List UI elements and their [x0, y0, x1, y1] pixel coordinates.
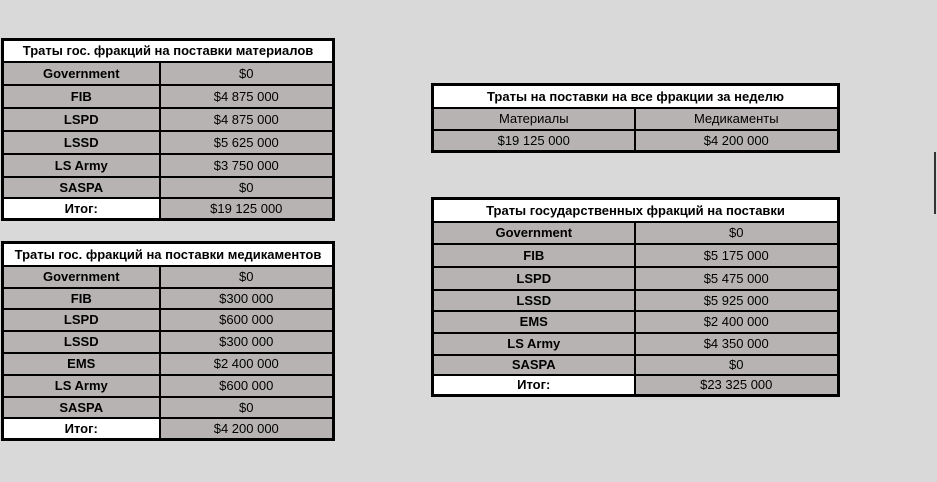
table-title[interactable]: Траты государственных фракций на поставки	[433, 199, 839, 222]
faction-name[interactable]: LSPD	[433, 267, 635, 290]
total-value[interactable]: $19 125 000	[160, 198, 334, 220]
faction-name[interactable]: EMS	[3, 353, 160, 375]
faction-name[interactable]: LSSD	[3, 131, 160, 154]
spend-value[interactable]: $4 875 000	[160, 85, 334, 108]
faction-name[interactable]: LSPD	[3, 108, 160, 131]
spend-value[interactable]: $0	[160, 397, 334, 418]
faction-name[interactable]: FIB	[433, 244, 635, 267]
table-title[interactable]: Траты гос. фракций на поставки материалов	[3, 40, 334, 62]
faction-name[interactable]: LSSD	[3, 331, 160, 353]
spend-value[interactable]: $4 875 000	[160, 108, 334, 131]
spend-value[interactable]: $2 400 000	[635, 311, 839, 333]
spend-value[interactable]: $5 175 000	[635, 244, 839, 267]
spend-value[interactable]: $3 750 000	[160, 154, 334, 177]
faction-name[interactable]: LS Army	[3, 375, 160, 397]
spend-value[interactable]: $0	[160, 62, 334, 85]
total-label[interactable]: Итог:	[433, 375, 635, 396]
medicine-total[interactable]: $4 200 000	[635, 130, 839, 152]
medicine-table	[1, 241, 335, 441]
faction-name[interactable]: FIB	[3, 85, 160, 108]
spend-value[interactable]: $0	[160, 266, 334, 288]
spend-value[interactable]: $4 350 000	[635, 333, 839, 355]
faction-name[interactable]: FIB	[3, 288, 160, 309]
column-header-medicine[interactable]: Медикаменты	[635, 108, 839, 130]
total-value[interactable]: $23 325 000	[635, 375, 839, 396]
materials-table	[1, 38, 335, 221]
total-label[interactable]: Итог:	[3, 198, 160, 220]
total-value[interactable]: $4 200 000	[160, 418, 334, 440]
spend-value[interactable]: $600 000	[160, 375, 334, 397]
table-title[interactable]: Траты на поставки на все фракции за неделю	[433, 85, 839, 108]
weekly-table	[431, 83, 840, 153]
spend-value[interactable]: $300 000	[160, 288, 334, 309]
faction-name[interactable]: Government	[433, 222, 635, 244]
faction-name[interactable]: LSPD	[3, 309, 160, 331]
column-header-materials[interactable]: Материалы	[433, 108, 635, 130]
spend-value[interactable]: $0	[160, 177, 334, 198]
faction-name[interactable]: SASPA	[3, 397, 160, 418]
faction-name[interactable]: LS Army	[3, 154, 160, 177]
faction-name[interactable]: SASPA	[3, 177, 160, 198]
spend-value[interactable]: $0	[635, 222, 839, 244]
faction-name[interactable]: LS Army	[433, 333, 635, 355]
faction-name[interactable]: EMS	[433, 311, 635, 333]
spend-value[interactable]: $5 625 000	[160, 131, 334, 154]
faction-name[interactable]: Government	[3, 62, 160, 85]
total-label[interactable]: Итог:	[3, 418, 160, 440]
spend-value[interactable]: $600 000	[160, 309, 334, 331]
materials-total[interactable]: $19 125 000	[433, 130, 635, 152]
government-table	[431, 197, 840, 397]
faction-name[interactable]: SASPA	[433, 355, 635, 375]
spend-value[interactable]: $300 000	[160, 331, 334, 353]
spend-value[interactable]: $5 475 000	[635, 267, 839, 290]
faction-name[interactable]: LSSD	[433, 290, 635, 311]
spend-value[interactable]: $0	[635, 355, 839, 375]
table-title[interactable]: Траты гос. фракций на поставки медикаментов	[3, 243, 334, 266]
column-divider	[934, 152, 936, 214]
spend-value[interactable]: $5 925 000	[635, 290, 839, 311]
faction-name[interactable]: Government	[3, 266, 160, 288]
spend-value[interactable]: $2 400 000	[160, 353, 334, 375]
